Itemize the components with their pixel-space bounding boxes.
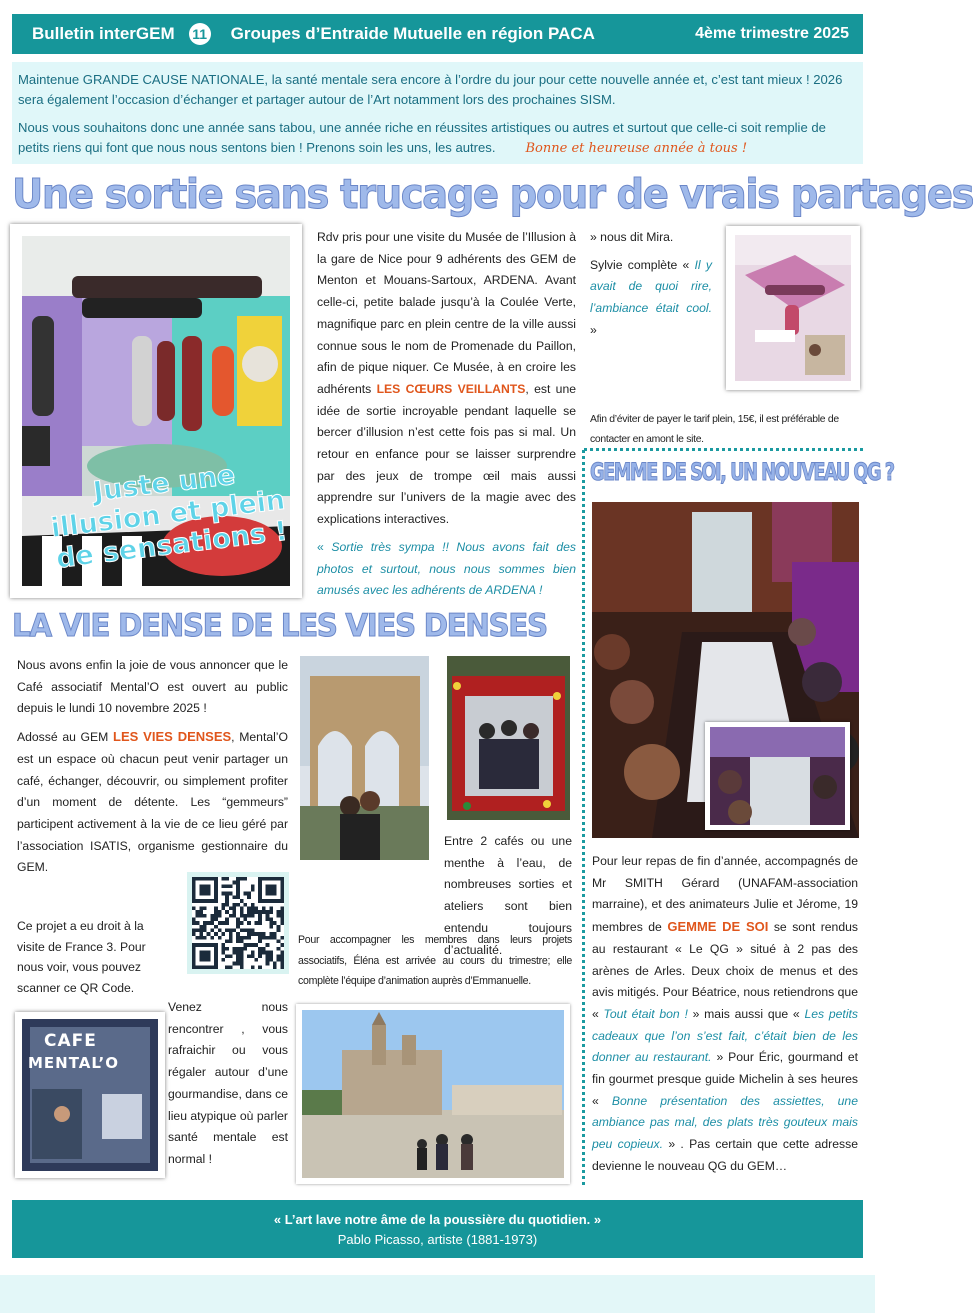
upside-down-image [735,235,851,381]
illusion-museum-image [22,236,290,586]
article3-paragraph [592,851,858,1178]
quarter-label: 4ème trimestre 2025 [695,25,849,42]
restaurant-inset-image [710,727,845,825]
article2-p5: Pour accompagner les membres dans leurs projets associatifs, Éléna est arrivée au cours du trimestre; elle complète l’équipe d’animation auprès d’Emmanuelle. [298,934,572,987]
article3-part2: se sont rendus au restaurant « Le QG » situé à 2 pas des arènes de Arles. Deux choix de menus et des avis mitigés. Pour Béatrice, nous retiendrons que « [592,920,858,1021]
article1-column-2 [590,227,712,348]
article3-quote-beatrice-2: Les petits cadeaux que l’on s’est fait, c’était bien de les donner au restaurant. [592,1006,859,1065]
article2-headline: LA VIE DENSE DE LES VIES DENSES [12,608,547,644]
illusion-museum-photo [10,224,302,598]
footer-quote: « L’art lave notre âme de la poussière du quotidien. » [273,1212,602,1227]
intro-box [12,62,863,164]
sylvie-intro: Sylvie complète « [590,257,695,272]
article2-p3: Ce projet a eu droit à la visite de France 3. Pour nous voir, vous pouvez scanner ce QR Code. [17,919,146,995]
section-divider-horizontal [584,448,863,451]
article3-part3: » mais aussi que « [687,1006,805,1021]
aqueduct-image [300,656,429,860]
article3-headline: GEMME DE SOI, UN NOUVEAU QG ? [590,458,894,486]
aqueduct-photo [300,656,429,860]
article3-quote-beatrice-1: Tout était bon ! [603,1006,688,1021]
article1-headline: Une sortie sans trucage pour de vrais partages [12,170,973,218]
illusion-photo-caption: Juste une illusion et plein de sensations ! [49,459,290,575]
bulletin-subtitle: Groupes d’Entraide Mutuelle en région PACA [230,24,595,43]
section-divider-vertical [582,450,585,1185]
article1-quote-mira-open: « [317,539,332,554]
article2-p1: Nous avons enfin la joie de vous annoncer que le Café associatif Mental’O est ouvert au public depuis le lundi 10 novembre 2025 ! [17,658,288,716]
article1-body-part2: , est une idée de sortie incroyable pendant laquelle se bercer d’illusion n’est cette fois pas si mal. Un retour en enfance pour se laisser surprendre par des jeux de trompe œil mais aussi apprendre sur l’univers de la magie avec des explications interactives. [317,381,576,527]
sylvie-quote: Il y avait de quoi rire, l’ambiance était cool. [590,257,712,316]
intro-paragraph-2-text: Nous vous souhaitons donc une année sans tabou, une année riche en réussites artistiques ou autres et surtout que celle-ci soit remplie de petits riens qui font que nous nous sentons bien ! Prenons soin les uns, les autres. [18,120,826,155]
qr-code-pattern [192,877,284,969]
article3-quote-eric: Bonne présentation des assiettes, une ambiance pas mal, des plats très gouteux mais peu copieux. [592,1093,858,1152]
christmas-frame-photo [447,656,570,820]
article3-body [592,851,858,1184]
issue-number: 11 [189,23,211,45]
article1-quote-sylvie [590,255,712,342]
new-year-wish: Bonne et heureuse année à tous ! [525,141,748,156]
marseille-photo [296,1004,570,1184]
gem-name-coeurs-veillants: LES CŒURS VEILLANTS [376,381,526,396]
cafe-sign-line1: CAFE [44,1031,97,1051]
footer-quote-author: Pablo Picasso, artiste (1881-1973) [337,1232,538,1247]
cafe-mentalo-photo [15,1012,165,1178]
gem-name-vies-denses: LES VIES DENSES [113,729,232,745]
article1-body-part1: Rdv pris pour une visite du Musée de l’Illusion à la gare de Nice pour 9 adhérents des GEM de Menton et Mouans-Sartoux, ARDENA. Avant celle-ci, petite balade jusqu’à la Coulée Verte, magnifique parc en plein centre de la ville aussi connue sous le nom de Promenade du Paillon, afin de pique niquer. Ce Musée, à en croire les adhérents [317,230,576,396]
article3-part5: » . Pas certain que cette adresse devienne le nouveau QG du GEM… [592,1137,858,1173]
article2-column-1 [17,655,288,885]
article1-quote-mira-text: Sortie très sympa !! Nous avons fait des photos et surtout, nous nous sommes bien amusés avec les adhérents de ARDENA ! [317,539,576,598]
qr-code[interactable] [187,872,289,974]
restaurant-inset-photo [705,722,850,830]
article3-part4: » Pour Éric, gourmand et fin gourmet presque guide Michelin à ses heures « [592,1050,858,1108]
article1-quote-end [590,227,712,249]
article1-quote-mira-end: » nous dit Mira. [590,230,674,244]
article3-part1: Pour leur repas de fin d’année, accompagnés de Mr SMITH Gérard (UNAFAM-association marraine), et des animateurs Julie et Jérome, 19 membres de [592,854,858,935]
article1-note: Afin d’éviter de payer le tarif plein, 15€, il est préférable de contacter en amont le site. [590,414,839,445]
bulletin-title: Bulletin interGEM [32,24,175,43]
intro-paragraph-2 [18,118,857,159]
article2-p6: Venez nous rencontrer , vous rafraichir ou vous régaler autour d’une gourmandise, dans ce lieu atypique où parler santé mentale est normal ! [168,1000,288,1166]
header-bar [12,14,863,54]
footer-quote-bar [12,1200,863,1258]
article2-p2-end: , Mental’O est un espace où chacun peut venir partager un café, échanger, découvrir, ou simplement profiter d’un moment de détente. Les “gemmeurs” participent activement à la vie de ce lieu géré par l’association ISATIS, organisme gestionnaire du GEM. [17,730,288,875]
article2-p4: Entre 2 cafés ou une menthe à l’eau, de nombreuses sorties et ateliers sont bien entendu toujours d’actualité. [444,834,572,957]
article1-column-1 [317,227,576,608]
article2-p2 [17,726,288,879]
article1-body [317,227,576,531]
cafe-sign-line2: MENTAL’O [28,1054,119,1072]
intro-paragraph-1: Maintenue GRANDE CAUSE NATIONALE, la santé mentale sera encore à l’ordre du jour pour cette nouvelle année et, c’est tant mieux ! 2026 sera également l’occasion d’échanger et partager autour de l’Art notamment lors des prochaines SISM. [18,72,843,107]
gem-name-gemme-de-soi: GEMME DE SOI [667,919,769,935]
sylvie-quote-end: » [590,322,597,337]
marseille-image [302,1010,564,1178]
bottom-band [0,1275,875,1313]
upside-down-photo [726,226,860,390]
article1-quote-mira [317,537,576,602]
cafe-mentalo-image [22,1019,158,1171]
christmas-frame-image [447,656,570,820]
article2-p2-start: Adossé au GEM [17,730,113,745]
